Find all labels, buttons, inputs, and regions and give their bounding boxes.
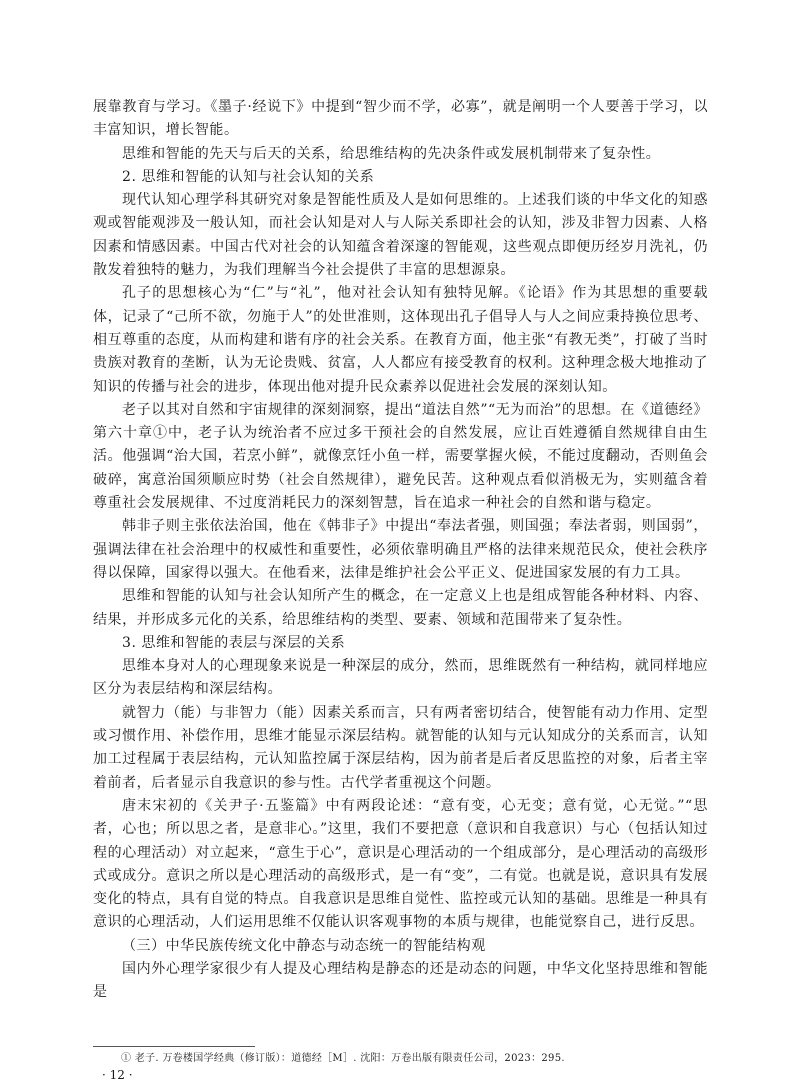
section-heading: （三）中华民族传统文化中静态与动态统一的智能结构观 [122,937,486,954]
paragraph: 韩非子则主张依法治国，他在《韩非子》中提出“奉法者强，则国强；奉法者弱，则国弱”，强调法律在社会治理中的权威性和重要性，必须依靠明确且严格的法律来规范民众，使社会秩序得以保障，国家得以强大。在他看来，法律是维护社会公平正义、促进国家发展的有力工具。 [93,518,708,581]
paragraph: 老子以其对自然和宇宙规律的深刻洞察，提出“道法自然”“无为而治”的思想。在《道德经》第六十章①中，老子认为统治者不应过多干预社会的自然发展，应让百姓遵循自然规律自由生活。他强调“治大国，若烹小鲜”，就像烹饪小鱼一样，需要掌握火候，不能过度翻动，否则鱼会破碎，寓意治国须顺应时势（社会自然规律），避免民苦。这种观点看似消极无为，实则蕴含着尊重社会发展规律、不过度消耗民力的深刻智慧，旨在追求一种社会的自然和谐与稳定。 [93,401,708,512]
section-heading: 3. 思维和智能的表层与深层的关系 [122,634,346,651]
paragraph: 思维和智能的先天与后天的关系，给思维结构的先决条件或发展机制带来了复杂性。 [122,145,661,162]
paragraph: 孔子的思想核心为“仁”与“礼”，他对社会认知有独特见解。《论语》作为其思想的重要载体，记录了“己所不欲，勿施于人”的处世准则，这体现出孔子倡导人与人之间应秉持换位思考、相互尊重的态度，从而构建和谐有序的社会关系。在教育方面，他主张“有教无类”，打破了当时贵族对教育的垄断，认为无论贵贱、贫富，人人都应有接受教育的权利。这种理念极大地推动了知识的传播与社会的进步，体现出他对提升民众素养以促进社会发展的深刻认知。 [93,285,708,395]
paragraph: 唐末宋初的《关尹子·五鉴篇》中有两段论述：“意有变，心无变；意有觉，心无觉。”“思者，心也；所以思之者，是意非心。”这里，我们不要把意（意识和自我意识）与心（包括认知过程的心理活动）对立起来，“意生于心”，意识是心理活动的一个组成部分，是心理活动的高级形式或成分。意识之所以是心理活动的高级形式，是一有“变”，二有觉。也就是说，意识具有发展变化的特点，具有自觉的特点。自我意识是思维自觉性、监控或元认知的基础。思维是一种具有意识的心理活动，人们运用思维不仅能认识客观事物的本质与规律，也能觉察自己，进行反思。 [93,797,708,931]
page-number: · 12 · [102,1068,133,1082]
paragraph: 思维本身对人的心理现象来说是一种深层的成分，然而，思维既然有一种结构，就同样地应区分为表层结构和深层结构。 [93,658,708,698]
footnote: ① 老子. 万卷楼国学经典（修订版）：道德经［M］. 沈阳：万卷出版有限责任公司，2023：295. [121,1053,565,1064]
section-heading: 2. 思维和智能的认知与社会认知的关系 [122,168,375,185]
footnote-divider [93,1046,255,1047]
paragraph: 就智力（能）与非智力（能）因素关系而言，只有两者密切结合，使智能有动力作用、定型或习惯作用、补偿作用，思维才能显示深层结构。就智能的认知与元认知成分的关系而言，认知加工过程属于表层结构，元认知监控属于深层结构，因为前者是后者反思监控的对象，后者主宰着前者，后者显示自我意识的参与性。古代学者重视这个问题。 [93,704,708,791]
paragraph: 现代认知心理学科其研究对象是智能性质及人是如何思维的。上述我们谈的中华文化的知惑观或智能观涉及一般认知，而社会认知是对人与人际关系即社会的认知，涉及非智力因素、人格因素和情感因素。中国古代对社会的认知蕴含着深邃的智能观，这些观点即便历经岁月洗礼，仍散发着独特的魅力，为我们理解当今社会提供了丰富的思想源泉。 [93,192,708,279]
page-body [93,96,708,1005]
paragraph: 国内外心理学家很少有人提及心理结构是静态的还是动态的问题，中华文化坚持思维和智能是 [93,960,708,1001]
paragraph: 展靠教育与学习。《墨子·经说下》中提到“智少而不学，必寡”，就是阐明一个人要善于学习，以丰富知识，增长智能。 [93,99,708,139]
paragraph: 思维和智能的认知与社会认知所产生的概念，在一定意义上也是组成智能各种材料、内容、结果，并形成多元化的关系，给思维结构的类型、要素、领域和范围带来了复杂性。 [93,588,708,628]
